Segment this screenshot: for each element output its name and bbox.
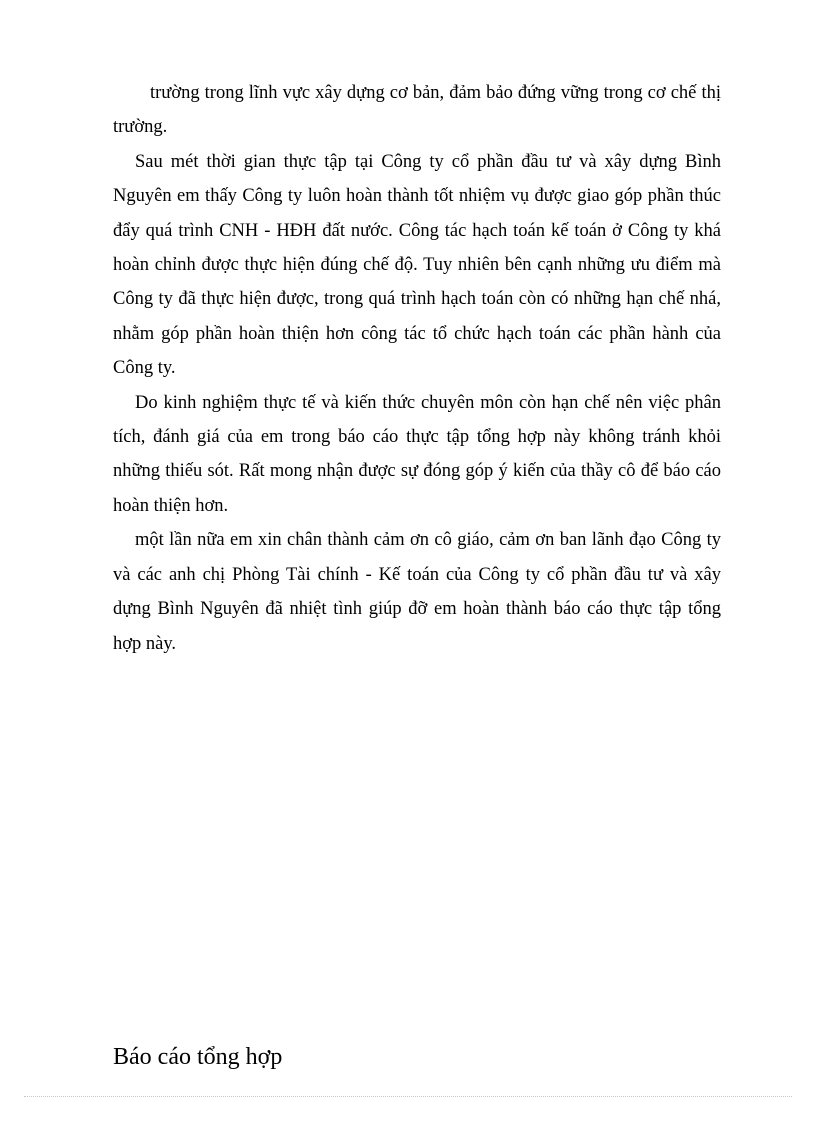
footer-divider: [24, 1096, 792, 1097]
paragraph-4: một lần nữa em xin chân thành cảm ơn cô giáo, cảm ơn ban lãnh đạo Công ty và các anh chị Phòng Tài chính - Kế toán của Công ty cổ phần đầu tư và xây dựng Bình Nguyên đã nhiệt tình giúp đỡ em hoàn thành báo cáo thực tập tổng hợp này.: [113, 530, 721, 654]
body-text: [113, 76, 721, 661]
paragraph-1: trường trong lĩnh vực xây dựng cơ bản, đảm bảo đứng vững trong cơ chế thị trường.: [113, 83, 721, 138]
paragraph-2: Sau mét thời gian thực tập tại Công ty cổ phần đầu tư và xây dựng Bình Nguyên em thấy Công ty luôn hoàn thành tốt nhiệm vụ được giao góp phần thúc đẩy quá trình CNH - HĐH đất nước. Công tác hạch toán kế toán ở Công ty khá hoàn chỉnh được thực hiện đúng chế độ. Tuy nhiên bên cạnh những ưu điểm mà Công ty đã thực hiện được, trong quá trình hạch toán còn có những hạn chế nhá, nhằm góp phần hoàn thiện hơn công tác tổ chức hạch toán các phần hành của Công ty.: [113, 151, 721, 379]
paragraph-3: Do kinh nghiệm thực tế và kiến thức chuyên môn còn hạn chế nên việc phân tích, đánh giá của em trong báo cáo thực tập tổng hợp này không tránh khỏi những thiếu sót. Rất mong nhận được sự đóng góp ý kiến của thầy cô để báo cáo hoàn thiện hơn.: [113, 392, 721, 516]
footer-title: Báo cáo tổng hợp: [113, 1044, 283, 1070]
